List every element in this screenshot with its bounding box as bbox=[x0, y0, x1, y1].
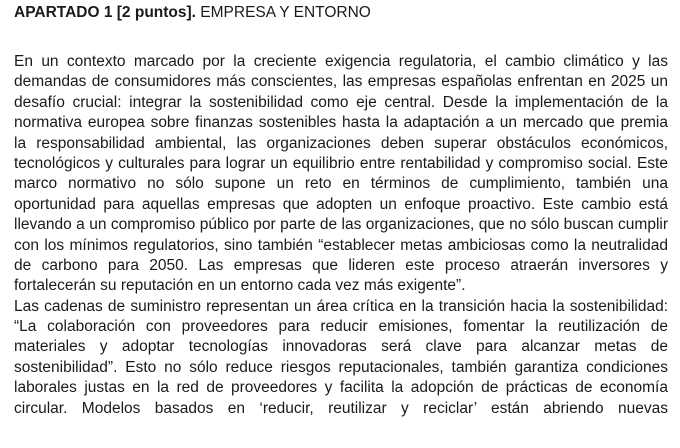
section-heading-title: EMPRESA Y ENTORNO bbox=[195, 4, 371, 21]
text-line: de carbono para 2050. Las empresas que lideren este proceso atraerán inversores y bbox=[14, 256, 668, 274]
paragraph-2 bbox=[14, 297, 668, 419]
text-line: la responsabilidad ambiental, las organizaciones deben superar obstáculos económicos, bbox=[14, 134, 668, 152]
text-line: circular. Modelos basados en ‘reducir, reutilizar y reciclar’ están abriendo nuevas bbox=[14, 399, 668, 417]
text-line: demandas de consumidores más conscientes, las empresas españolas enfrentan en 2025 un bbox=[14, 73, 668, 91]
text-line: materiales y adoptar tecnologías innovadoras será clave para alcanzar metas de bbox=[14, 338, 668, 356]
text-line: normativa europea sobre finanzas sostenibles hasta la adaptación a un mercado que premia bbox=[14, 114, 668, 132]
text-line: marco normativo no sólo supone un reto en términos de cumplimiento, también una bbox=[14, 175, 668, 193]
text-line: En un contexto marcado por la creciente exigencia regulatoria, el cambio climático y las bbox=[14, 53, 668, 70]
text-line: fortalecerán su reputación en un entorno cada vez más exigente”. bbox=[14, 277, 466, 295]
text-line: llevando a un compromiso público por parte de las organizaciones, que no sólo buscan cumplir bbox=[14, 216, 668, 234]
section-heading bbox=[14, 0, 668, 23]
text-line: con los mínimos regulatorios, sino también “establecer metas ambiciosas como la neutralidad bbox=[14, 236, 668, 254]
text-line: Las cadenas de suministro representan un área crítica en la transición hacia la sostenibilidad: bbox=[14, 297, 668, 315]
text-line: desafío crucial: integrar la sostenibilidad como eje central. Desde la implementación de la bbox=[14, 93, 668, 111]
text-line: oportunidad para aquellas empresas que adopten un enfoque proactivo. Este cambio está bbox=[14, 195, 668, 213]
text-line: tecnológicos y culturales para lograr un equilibrio entre rentabilidad y compromiso social. Este bbox=[14, 154, 668, 172]
text-line: sostenibilidad”. Esto no sólo reduce riesgos reputacionales, también garantiza condiciones bbox=[14, 358, 668, 376]
document-page bbox=[14, 0, 668, 417]
document-body bbox=[14, 52, 668, 419]
text-line: laborales justas en la red de proveedores y facilita la adopción de prácticas de economía bbox=[14, 379, 668, 397]
text-line: “La colaboración con proveedores para reducir emisiones, fomentar la reutilización de bbox=[14, 318, 668, 336]
paragraph-1 bbox=[14, 52, 668, 297]
section-heading-label: APARTADO 1 [2 puntos]. bbox=[14, 4, 196, 21]
